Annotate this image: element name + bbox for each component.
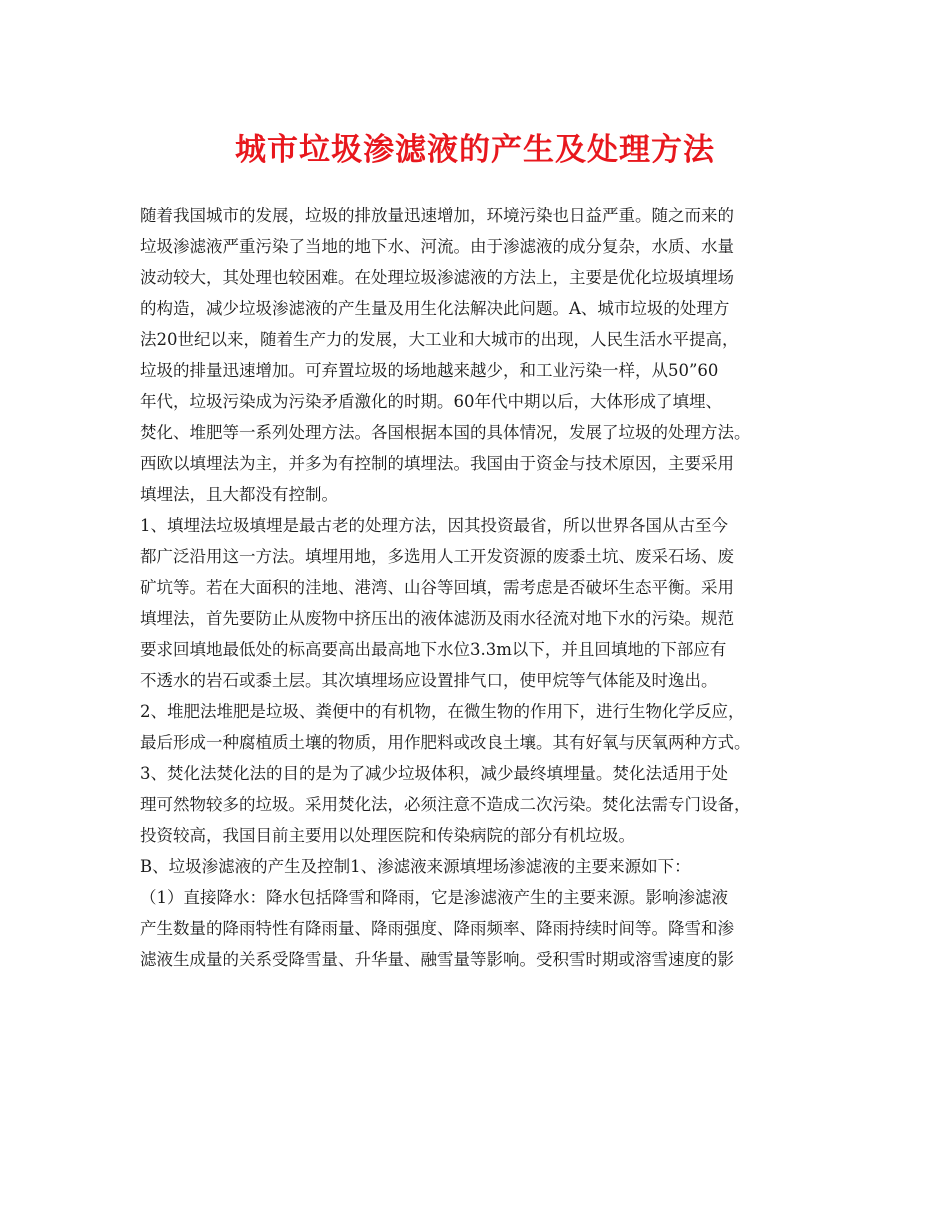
text-line: 要求回填地最低处的标高要高出最高地下水位3.3m以下，并且回填地的下部应有: [140, 640, 727, 659]
text-line: （1）直接降水：降水包括降雪和降雨，它是渗滤液产生的主要来源。影响渗滤液: [140, 888, 728, 907]
text-line: 2、堆肥法堆肥是垃圾、粪便中的有机物，在微生物的作用下，进行生物化学反应，: [140, 702, 745, 721]
text-line: 的构造，减少垃圾渗滤液的产生量及用生化法解决此问题。A、城市垃圾的处理方: [140, 299, 730, 318]
text-line: 都广泛沿用这一方法。填埋用地，多选用人工开发资源的废黍土坑、废采石场、废: [140, 547, 734, 566]
text-line: 西欧以填埋法为主，并多为有控制的填埋法。我国由于资金与技术原因，主要采用: [140, 454, 734, 473]
text-line: 垃圾渗滤液严重污染了当地的地下水、河流。由于渗滤液的成分复杂，水质、水量: [140, 237, 734, 256]
text-line: B、垃圾渗滤液的产生及控制1、渗滤液来源填埋场渗滤液的主要来源如下：: [140, 857, 691, 876]
text-line: 年代，垃圾污染成为污染矛盾激化的时期。60年代中期以后，大体形成了填埋、: [140, 392, 722, 411]
text-line: 填埋法，且大都没有控制。: [140, 485, 338, 504]
document-title: 城市垃圾渗滤液的产生及处理方法: [235, 132, 715, 168]
text-line: 产生数量的降雨特性有降雨量、降雨强度、降雨频率、降雨持续时间等。降雪和渗: [140, 919, 734, 938]
text-line: 法20世纪以来，随着生产力的发展，大工业和大城市的出现，人民生活水平提高，: [140, 330, 739, 349]
text-line: 3、焚化法焚化法的目的是为了减少垃圾体积，减少最终填埋量。焚化法适用于处: [140, 764, 728, 783]
text-line: 1、填埋法垃圾填埋是最古老的处理方法，因其投资最省，所以世界各国从古至今: [140, 516, 728, 535]
text-line: 滤液生成量的关系受降雪量、升华量、融雪量等影响。受积雪时期或溶雪速度的影: [140, 950, 734, 969]
text-line: 投资较高，我国目前主要用以处理医院和传染病院的部分有机垃圾。: [140, 826, 635, 845]
text-line: 垃圾的排量迅速增加。可弃置垃圾的场地越来越少，和工业污染一样，从50”60: [140, 361, 719, 380]
text-line: 矿坑等。若在大面积的洼地、港湾、山谷等回填，需考虑是否破坏生态平衡。采用: [140, 578, 734, 597]
text-line: 最后形成一种腐植质土壤的物质，用作肥料或改良土壤。其有好氧与厌氧两种方式。: [140, 733, 751, 752]
text-line: 焚化、堆肥等一系列处理方法。各国根据本国的具体情况，发展了垃圾的处理方法。: [140, 423, 751, 442]
text-line: 随着我国城市的发展，垃圾的排放量迅速增加，环境污染也日益严重。随之而来的: [140, 206, 734, 225]
text-line: 波动较大，其处理也较困难。在处理垃圾渗滤液的方法上，主要是优化垃圾填埋场: [140, 268, 734, 287]
text-line: 理可然物较多的垃圾。采用焚化法，必须注意不造成二次污染。焚化法需专门设备，: [140, 795, 751, 814]
text-line: 不透水的岩石或黍土层。其次填埋场应设置排气口，使甲烷等气体能及时逸出。: [140, 671, 718, 690]
document-body: [140, 200, 820, 975]
text-line: 填埋法，首先要防止从废物中挤压出的液体滤沥及雨水径流对地下水的污染。规范: [140, 609, 734, 628]
